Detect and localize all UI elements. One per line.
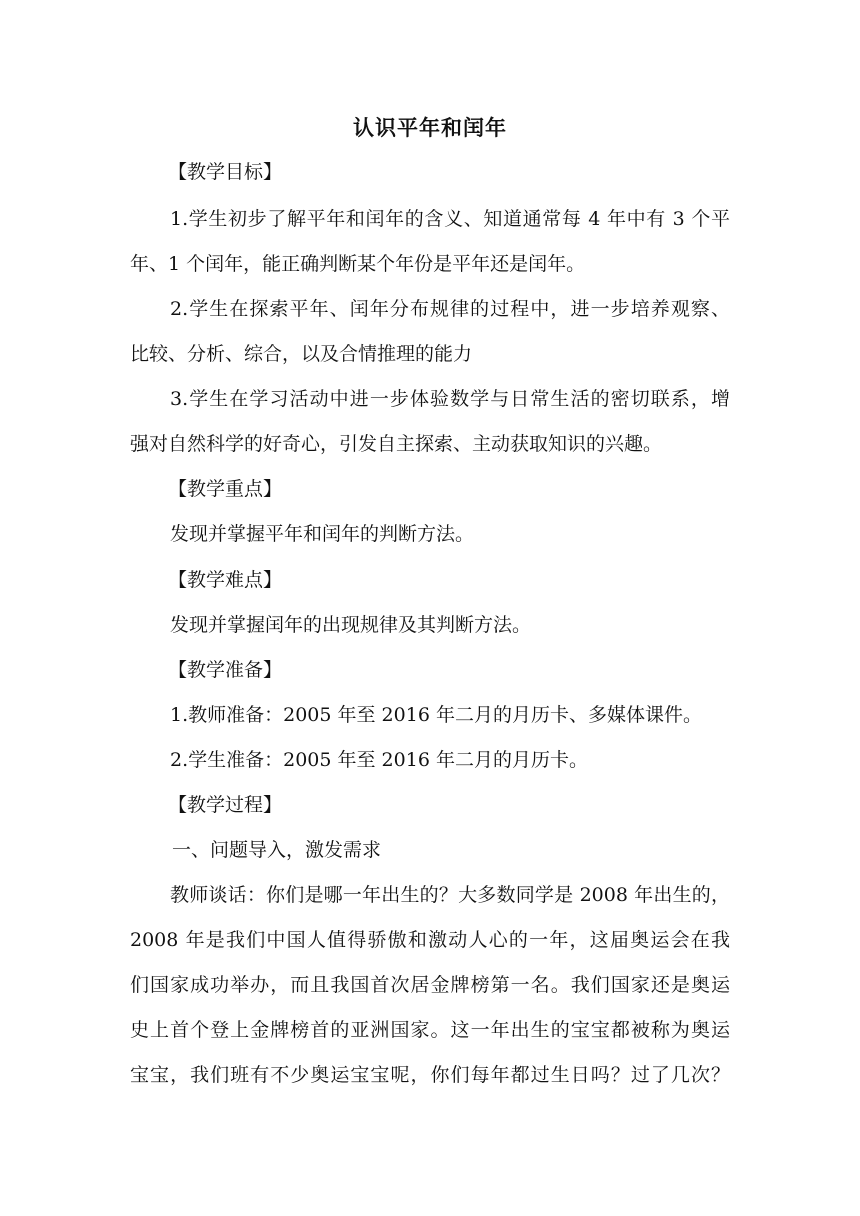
objective-3-line-1: 3.学生在学习活动中进一步体验数学与日常生活的密切联系，增 [170, 388, 730, 410]
preparation-item-2: 2.学生准备：2005 年至 2016 年二月的月历卡。 [170, 749, 588, 771]
objectives-heading: 【教学目标】 [168, 161, 283, 183]
preparation-item-1: 1.教师准备：2005 年至 2016 年二月的月历卡、多媒体课件。 [170, 704, 702, 726]
difficulties-heading: 【教学难点】 [168, 569, 283, 591]
teacher-talk-line-1: 教师谈话：你们是哪一年出生的？大多数同学是 2008 年出生的， [170, 884, 730, 906]
process-step-1: 一、问题导入，激发需求 [172, 839, 382, 861]
preparation-heading: 【教学准备】 [168, 659, 283, 681]
key-points-heading: 【教学重点】 [168, 478, 283, 500]
objective-2-line-2: 比较、分析、综合，以及合情推理的能力 [130, 343, 473, 365]
objective-3-line-2: 强对自然科学的好奇心，引发自主探索、主动获取知识的兴趣。 [130, 433, 663, 455]
objective-1-line-1: 1.学生初步了解平年和闰年的含义、知道通常每 4 年中有 3 个平 [170, 208, 730, 230]
teacher-talk-line-2: 2008 年是我们中国人值得骄傲和激动人心的一年，这届奥运会在我 [130, 929, 730, 951]
teacher-talk-line-5: 宝宝，我们班有不少奥运宝宝呢，你们每年都过生日吗？过了几次？ [130, 1064, 730, 1086]
objective-2-line-1: 2.学生在探索平年、闰年分布规律的过程中，进一步培养观察、 [170, 298, 730, 320]
process-heading: 【教学过程】 [168, 794, 283, 816]
difficulties-text: 发现并掌握闰年的出现规律及其判断方法。 [170, 614, 532, 636]
document-title: 认识平年和闰年 [353, 116, 507, 140]
teacher-talk-line-3: 们国家成功举办，而且我国首次居金牌榜第一名。我们国家还是奥运 [130, 974, 730, 996]
key-points-text: 发现并掌握平年和闰年的判断方法。 [170, 523, 475, 545]
objective-1-line-2: 年、1 个闰年，能正确判断某个年份是平年还是闰年。 [130, 253, 586, 275]
teacher-talk-line-4: 史上首个登上金牌榜首的亚洲国家。这一年出生的宝宝都被称为奥运 [130, 1019, 730, 1041]
